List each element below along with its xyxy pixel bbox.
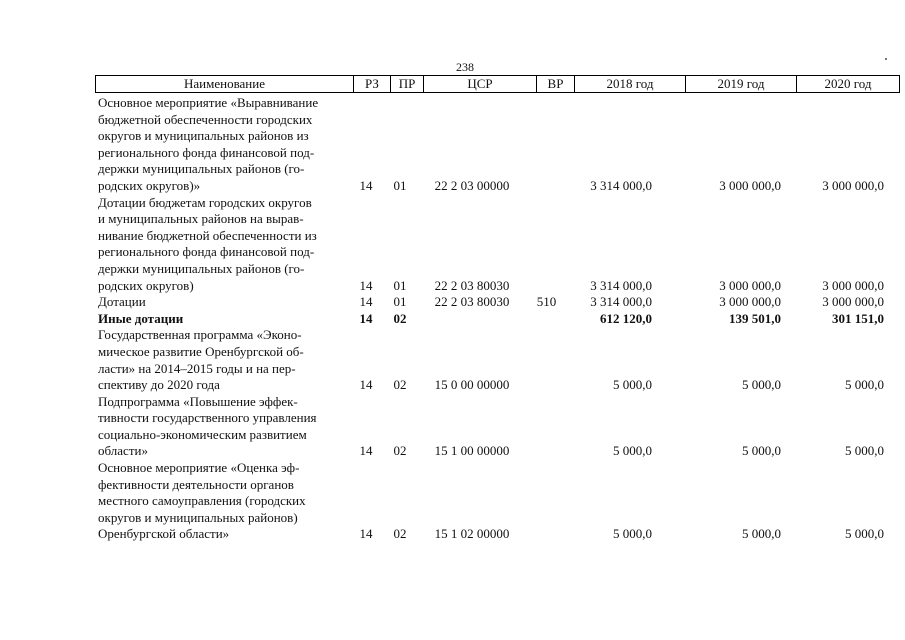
row-2019: 3 000 000,0 bbox=[719, 177, 781, 193]
row-2020: 5 000,0 bbox=[845, 377, 884, 393]
row-name-line: Дотации бюджетам городских округов bbox=[98, 194, 312, 210]
row-2019: 3 000 000,0 bbox=[719, 277, 781, 293]
row-rz: 14 bbox=[359, 294, 373, 310]
header-rz: РЗ bbox=[354, 76, 391, 93]
row-csr: 22 2 03 80030 bbox=[434, 294, 510, 310]
table-header bbox=[95, 75, 900, 93]
table-row bbox=[95, 460, 887, 543]
row-2018: 3 314 000,0 bbox=[590, 294, 652, 310]
row-2020: 5 000,0 bbox=[845, 526, 884, 542]
row-name-line: мическое развитие Оренбургской об- bbox=[98, 343, 304, 359]
row-name-line: фективности деятельности органов bbox=[98, 476, 294, 492]
row-name-line: Государственная программа «Эконо- bbox=[98, 327, 302, 343]
row-name-line: Дотации bbox=[98, 294, 146, 310]
row-name-line: Основное мероприятие «Оценка эф- bbox=[98, 460, 300, 476]
row-2019: 5 000,0 bbox=[742, 443, 781, 459]
row-name-line: области» bbox=[98, 443, 148, 459]
row-pr: 02 bbox=[393, 526, 407, 542]
row-2018: 5 000,0 bbox=[613, 526, 652, 542]
row-name bbox=[95, 294, 348, 311]
row-name bbox=[95, 311, 348, 328]
row-rz: 14 bbox=[359, 526, 373, 542]
row-2019: 139 501,0 bbox=[729, 310, 781, 326]
header-2019: 2019 год bbox=[686, 76, 797, 93]
row-2020: 301 151,0 bbox=[832, 310, 884, 326]
row-name-line: бюджетной обеспеченности городских bbox=[98, 111, 313, 127]
row-2018: 612 120,0 bbox=[600, 310, 652, 326]
row-csr: 22 2 03 00000 bbox=[434, 177, 510, 193]
row-name-line: и муниципальных районов на вырав- bbox=[98, 211, 304, 227]
row-name-line: Подпрограмма «Повышение эффек- bbox=[98, 393, 298, 409]
row-name bbox=[95, 195, 348, 295]
row-name-line: округов и муниципальных районов) bbox=[98, 509, 298, 525]
header-name: Наименование bbox=[96, 76, 354, 93]
row-csr: 15 0 00 00000 bbox=[434, 377, 510, 393]
row-name-line: Иные дотации bbox=[98, 310, 184, 326]
row-name-line: родских округов) bbox=[98, 277, 194, 293]
row-2019: 3 000 000,0 bbox=[719, 294, 781, 310]
row-name-line: родских округов)» bbox=[98, 177, 201, 193]
row-name-line: держки муниципальных районов (го- bbox=[98, 260, 305, 276]
table-row bbox=[95, 327, 887, 393]
header-2018: 2018 год bbox=[575, 76, 686, 93]
row-pr: 02 bbox=[393, 443, 407, 459]
header-csr: ЦСР bbox=[424, 76, 537, 93]
row-2018: 5 000,0 bbox=[613, 377, 652, 393]
row-2018: 3 314 000,0 bbox=[590, 277, 652, 293]
row-name-line: регионального фонда финансовой под- bbox=[98, 144, 315, 160]
table-body bbox=[95, 95, 887, 543]
row-name-line: регионального фонда финансовой под- bbox=[98, 244, 315, 260]
table-row bbox=[95, 394, 887, 460]
page-number: 238 bbox=[456, 60, 474, 74]
header-2020: 2020 год bbox=[797, 76, 900, 93]
row-pr: 02 bbox=[393, 310, 407, 326]
row-name-line: местного самоуправления (городских bbox=[98, 493, 306, 509]
row-pr: 01 bbox=[393, 277, 407, 293]
row-2020: 3 000 000,0 bbox=[822, 177, 884, 193]
row-2020: 3 000 000,0 bbox=[822, 277, 884, 293]
row-2019: 5 000,0 bbox=[742, 526, 781, 542]
header-row bbox=[96, 76, 900, 93]
row-name-line: тивности государственного управления bbox=[98, 410, 317, 426]
row-name-line: Основное мероприятие «Выравнивание bbox=[98, 95, 319, 110]
row-csr: 15 1 00 00000 bbox=[434, 443, 510, 459]
row-2020: 5 000,0 bbox=[845, 443, 884, 459]
row-2018: 5 000,0 bbox=[613, 443, 652, 459]
row-vr: 510 bbox=[536, 294, 557, 310]
row-rz: 14 bbox=[359, 177, 373, 193]
row-csr: 15 1 02 00000 bbox=[434, 526, 510, 542]
row-name-line: социально-экономическим развитием bbox=[98, 426, 307, 442]
row-pr: 01 bbox=[393, 177, 407, 193]
row-name-line: держки муниципальных районов (го- bbox=[98, 161, 305, 177]
row-name-line: ласти» на 2014–2015 годы и на пер- bbox=[98, 360, 296, 376]
row-rz: 14 bbox=[359, 377, 373, 393]
header-pr: ПР bbox=[391, 76, 424, 93]
row-name bbox=[95, 394, 348, 460]
table-row bbox=[95, 95, 887, 195]
row-2020: 3 000 000,0 bbox=[822, 294, 884, 310]
row-name-line: Оренбургской области» bbox=[98, 526, 230, 542]
row-pr: 02 bbox=[393, 377, 407, 393]
table-row bbox=[95, 311, 887, 328]
row-name bbox=[95, 95, 348, 195]
row-name-line: нивание бюджетной обеспеченности из bbox=[98, 227, 317, 243]
row-csr: 22 2 03 80030 bbox=[434, 277, 510, 293]
row-2018: 3 314 000,0 bbox=[590, 177, 652, 193]
row-name-line: округов и муниципальных районов из bbox=[98, 128, 309, 144]
row-rz: 14 bbox=[359, 443, 373, 459]
row-pr: 01 bbox=[393, 294, 407, 310]
row-name bbox=[95, 460, 348, 543]
header-vr: ВР bbox=[537, 76, 575, 93]
row-rz: 14 bbox=[359, 277, 373, 293]
row-rz: 14 bbox=[359, 310, 373, 326]
row-2019: 5 000,0 bbox=[742, 377, 781, 393]
table-row bbox=[95, 195, 887, 295]
row-name bbox=[95, 327, 348, 393]
table-row bbox=[95, 294, 887, 311]
scan-speck bbox=[885, 58, 887, 60]
row-name-line: спективу до 2020 года bbox=[98, 377, 220, 393]
